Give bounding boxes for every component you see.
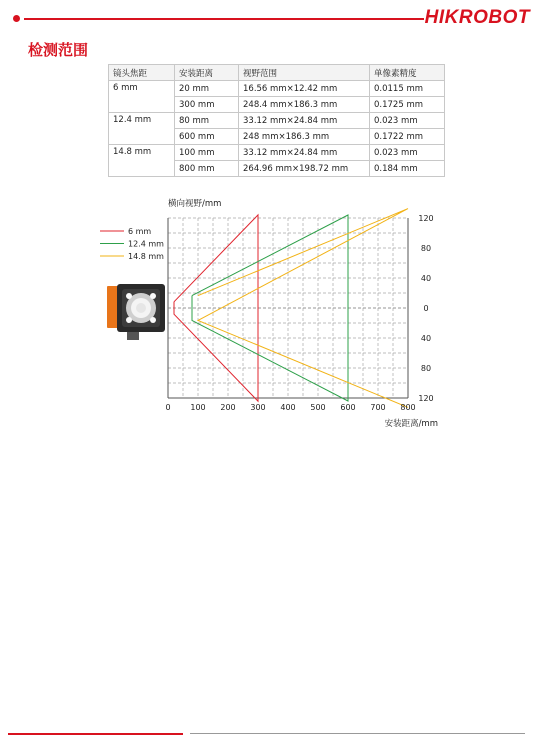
- header-focal: 镜头焦距: [109, 65, 175, 81]
- camera-image: [107, 284, 165, 340]
- chart-grid: [168, 218, 408, 398]
- precision-cell: 0.023 mm: [370, 145, 445, 161]
- chart-legend: [100, 227, 164, 261]
- fov-cell: 248 mm×186.3 mm: [239, 129, 370, 145]
- fov-cell: 248.4 mm×186.3 mm: [239, 97, 370, 113]
- y-tick-label: 80: [420, 244, 432, 253]
- footer-rule-gray: [190, 733, 525, 734]
- y-tick-label: 120: [418, 214, 434, 223]
- y-tick-label: 0: [423, 304, 429, 313]
- table-header-row: [109, 65, 445, 81]
- y-axis-title: 横向视野/mm: [168, 199, 222, 209]
- precision-cell: 0.1725 mm: [370, 97, 445, 113]
- legend-label: 12.4 mm: [128, 239, 164, 249]
- x-tick-label: 600: [340, 403, 356, 412]
- precision-cell: 0.023 mm: [370, 113, 445, 129]
- header-fov: 视野范围: [239, 65, 370, 81]
- x-tick-label: 100: [190, 403, 206, 412]
- legend-label: 6 mm: [128, 227, 152, 236]
- x-axis-title: 安装距离/mm: [384, 419, 438, 429]
- header-rule: [24, 18, 424, 20]
- section-title: 检测范围: [28, 41, 89, 59]
- y-tick-label: 120: [418, 394, 434, 403]
- fov-cell: 33.12 mm×24.84 mm: [239, 113, 370, 129]
- y-tick-label: 40: [420, 274, 432, 283]
- precision-cell: 0.1722 mm: [370, 129, 445, 145]
- header-dot: [13, 15, 20, 22]
- y-tick-label: 80: [420, 364, 432, 373]
- x-tick-label: 500: [310, 403, 326, 412]
- distance-cell: 800 mm: [175, 161, 239, 177]
- x-tick-label: 400: [280, 403, 296, 412]
- x-tick-label: 0: [165, 403, 171, 412]
- header-precision: 单像素精度: [370, 65, 445, 81]
- distance-cell: 100 mm: [175, 145, 239, 161]
- fov-chart: [0, 190, 544, 450]
- chart-labels: [165, 198, 438, 429]
- header-distance: 安装距离: [175, 65, 239, 81]
- table-row: [109, 145, 445, 161]
- distance-cell: 600 mm: [175, 129, 239, 145]
- precision-cell: 0.184 mm: [370, 161, 445, 177]
- fov-cell: 264.96 mm×198.72 mm: [239, 161, 370, 177]
- distance-cell: 80 mm: [175, 113, 239, 129]
- fov-cell: 16.56 mm×12.42 mm: [239, 81, 370, 97]
- spec-table: [108, 64, 445, 177]
- table-row: [109, 113, 445, 129]
- focal-cell: 12.4 mm: [109, 113, 175, 145]
- y-tick-label: 40: [420, 334, 432, 343]
- table-row: [109, 81, 445, 97]
- footer-rule-red: [8, 733, 183, 735]
- x-tick-label: 800: [400, 403, 416, 412]
- legend-label: 14.8 mm: [128, 252, 164, 261]
- fov-cell: 33.12 mm×24.84 mm: [239, 145, 370, 161]
- brand-logo: HIKROBOT: [424, 7, 530, 28]
- distance-cell: 300 mm: [175, 97, 239, 113]
- focal-cell: 14.8 mm: [109, 145, 175, 177]
- x-tick-label: 300: [250, 403, 266, 412]
- precision-cell: 0.0115 mm: [370, 81, 445, 97]
- focal-cell: 6 mm: [109, 81, 175, 113]
- distance-cell: 20 mm: [175, 81, 239, 97]
- x-tick-label: 700: [370, 403, 386, 412]
- x-tick-label: 200: [220, 403, 236, 412]
